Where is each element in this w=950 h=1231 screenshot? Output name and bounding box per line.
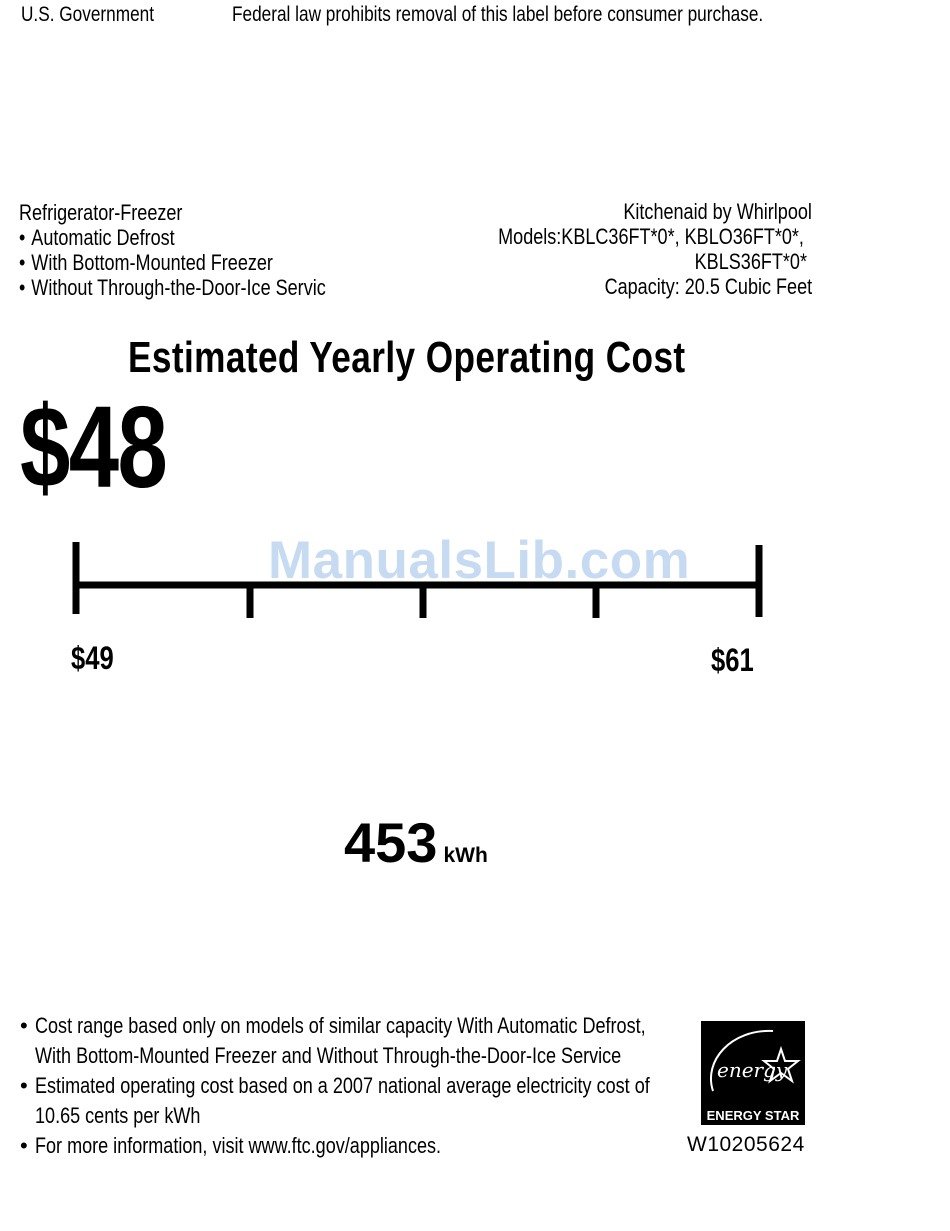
energy-star-icon	[701, 1021, 805, 1125]
brand-name: Kitchenaid by Whirlpool	[623, 199, 812, 224]
watermark-text: ManualsLib.com	[268, 531, 691, 590]
logo-script: energy	[717, 1058, 788, 1082]
models-line-2: KBLS36FT*0*	[694, 249, 807, 274]
yearly-cost-value: $48	[20, 382, 167, 512]
range-low-label: $49	[71, 640, 114, 676]
issuer-label: U.S. Government	[21, 3, 155, 26]
part-number: W10205624	[687, 1133, 805, 1156]
capacity-label: Capacity: 20.5 Cubic Feet	[604, 274, 812, 299]
footnote-item: • Cost range based only on models of similar capacity With Automatic Defrost, With Bottom-Mounted Freezer and Without Through-the-Door-Ice Service	[20, 1013, 646, 1068]
energy-star-label: ENERGY STAR	[706, 1108, 800, 1123]
energy-usage	[344, 810, 488, 875]
footnote-item: • Estimated operating cost based on a 2007 national average electricity cost of 10.65 cents per kWh	[20, 1073, 650, 1128]
feature-item: • With Bottom-Mounted Freezer	[19, 250, 273, 275]
cost-heading: Estimated Yearly Operating Cost	[128, 333, 686, 382]
removal-notice: Federal law prohibits removal of this label before consumer purchase.	[232, 3, 764, 26]
kwh-unit: kWh	[443, 844, 488, 867]
kwh-value: 453	[344, 811, 438, 874]
feature-item: • Automatic Defrost	[19, 225, 175, 250]
models-line-1: Models:KBLC36FT*0*, KBLO36FT*0*,	[498, 224, 804, 249]
feature-item: • Without Through-the-Door-Ice Servic	[19, 275, 326, 300]
energy-star-emblem	[701, 1021, 805, 1101]
footnote-item: • For more information, visit www.ftc.gov/appliances.	[20, 1133, 442, 1158]
appliance-type: Refrigerator-Freezer	[19, 200, 183, 225]
range-high-label: $61	[711, 642, 754, 678]
